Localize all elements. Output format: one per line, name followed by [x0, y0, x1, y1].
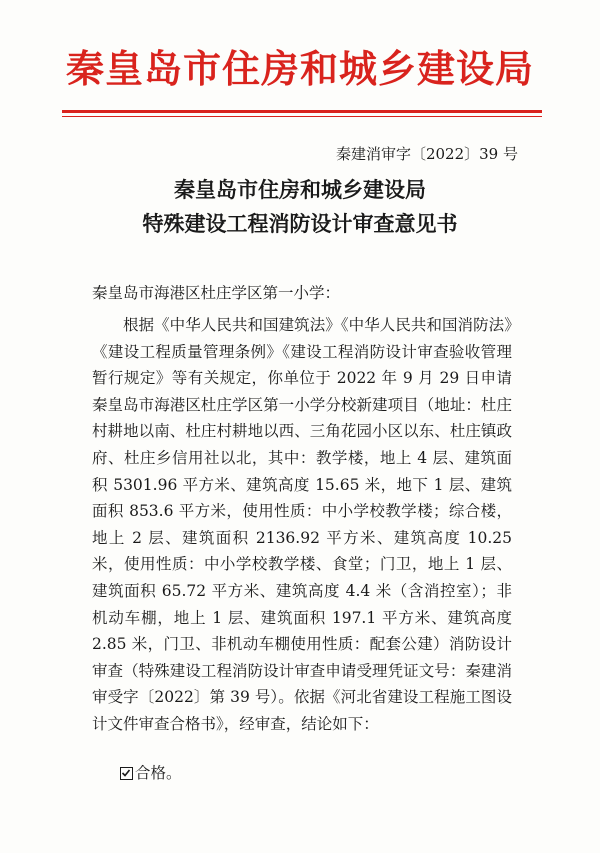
conclusion	[120, 763, 182, 783]
document-title-line2: 特殊建设工程消防设计审查意见书	[142, 211, 458, 236]
letterhead-title: 秦皇岛市住房和城乡建设局	[65, 46, 534, 91]
document-number: 秦建消审字〔2022〕39 号	[335, 145, 518, 163]
checked-box-icon	[120, 767, 133, 780]
letterhead-rule-thick	[62, 110, 542, 113]
document-title-line1: 秦皇岛市住房和城乡建设局	[174, 177, 426, 202]
letterhead-rule-thin	[62, 116, 542, 117]
addressee: 秦皇岛市海港区杜庄学区第一小学：	[92, 284, 341, 302]
body-paragraph: 根据《中华人民共和国建筑法》《中华人民共和国消防法》《建设工程质量管理条例》《建设工程消防设计审查验收管理暂行规定》等有关规定，你单位于 2022 年 9 月 29 日申请秦皇岛市海港区杜庄学区第一小学分校新建项目（地址：杜庄村耕地以南、杜庄村耕地以西、三角花园小区以东、杜庄镇政府、杜庄乡信用社以北，其中：教学楼，地上 4 层、建筑面积 5301.96 平方米、建筑高度 15.65 米，地下 1 层、建筑面积 853.6 平方米，使用性质：中小学校教学楼；综合楼，地上 2 层、建筑面积 2136.92 平方米、建筑高度 10.25 米，使用性质：中小学校教学楼、食堂；门卫，地上 1 层、建筑面积 65.72 平方米、建筑高度 4.4 米（含消控室）；非机动车棚，地上 1 层、建筑面积 197.1 平方米、建筑高度 2.85 米，门卫、非机动车棚使用性质：配套公建）消防设计审查（特殊建设工程消防设计审查申请受理凭证文号：秦建消审受字〔2022〕第 39 号）。依据《河北省建设工程施工图设计文件审查合格书》，经审查，结论如下：	[92, 316, 512, 733]
conclusion-text: 合格。	[135, 764, 182, 782]
